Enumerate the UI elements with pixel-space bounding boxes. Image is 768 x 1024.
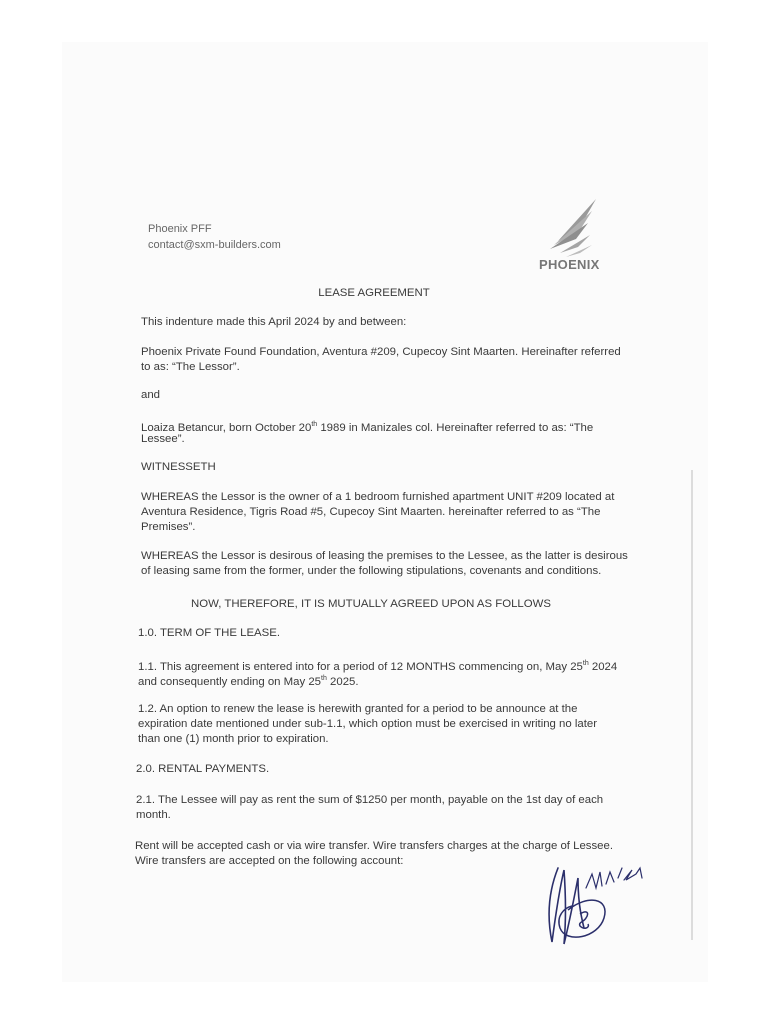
section-1-0: 1.0. TERM OF THE LEASE.	[138, 627, 281, 639]
document-title: LEASE AGREEMENT	[318, 287, 430, 299]
section-1-2-line-1: 1.2. An option to renew the lease is herewith granted for a period to be announce at the	[138, 703, 578, 715]
and-line: and	[141, 389, 161, 401]
indenture-line: This indenture made this April 2024 by and between:	[141, 316, 407, 328]
s11-sup-2: th	[321, 675, 327, 682]
section-1-2-line-2: expiration date mentioned under sub-1.1, which option must be exercised in writing no later	[138, 718, 598, 730]
lessee-line-1	[141, 417, 593, 436]
agreement-heading: NOW, THEREFORE, IT IS MUTUALLY AGREED UPON AS FOLLOWS	[191, 598, 551, 610]
section-2-1-line-1: 2.1. The Lessee will pay as rent the sum of $1250 per month, payable on the 1st day of each	[136, 794, 604, 806]
s11-sup-1: th	[582, 660, 589, 667]
s11-text-b: 2024	[588, 660, 618, 673]
section-1-2-line-3: than one (1) month prior to expiration.	[138, 733, 329, 745]
section-2-1-line-2: month.	[136, 809, 171, 821]
logo-wordmark: PHOENIX	[539, 257, 600, 272]
s11-text-d: 2025.	[326, 675, 359, 688]
witnesseth-heading: WITNESSETH	[141, 461, 216, 473]
s11-text-a: 1.1. This agreement is entered into for a period of 12 MONTHS commencing on, May 25	[138, 660, 583, 673]
rent-line-1: Rent will be accepted cash or via wire transfer. Wire transfers charges at the charge of Lessee.	[135, 840, 614, 852]
lessee-text-a: Loaiza Betancur, born October 20	[141, 421, 312, 434]
whereas2-line-2: of leasing same from the former, under the following stipulations, covenants and conditions.	[141, 565, 602, 577]
s11-text-c: and consequently ending on May 25	[138, 675, 322, 688]
company-email: contact@sxm-builders.com	[148, 239, 281, 251]
lessee-line-2: Lessee”.	[141, 433, 185, 445]
whereas2-line-1: WHEREAS the Lessor is desirous of leasing the premises to the Lessee, as the latter is desirous	[141, 550, 628, 562]
company-name: Phoenix PFF	[148, 223, 212, 235]
section-1-1-line-2	[138, 671, 359, 690]
lessor-line-2: to as: “The Lessor”.	[141, 361, 240, 373]
handwritten-signature	[528, 858, 678, 950]
section-2-0: 2.0. RENTAL PAYMENTS.	[136, 763, 270, 775]
lessee-text-b: 1989 in Manizales col. Hereinafter referred to as: “The	[317, 421, 594, 434]
whereas1-line-3: Premises”.	[141, 521, 196, 533]
whereas1-line-1: WHEREAS the Lessor is the owner of a 1 bedroom furnished apartment UNIT #209 located at	[141, 491, 615, 503]
lessee-sup: th	[311, 421, 318, 428]
whereas1-line-2: Aventura Residence, Tigris Road #5, Cupecoy Sint Maarten. hereinafter referred to as “The	[141, 506, 601, 518]
rent-line-2: Wire transfers are accepted on the following account:	[135, 855, 404, 867]
lessor-line-1: Phoenix Private Found Foundation, Aventura #209, Cupecoy Sint Maarten. Hereinafter referred	[141, 346, 621, 358]
